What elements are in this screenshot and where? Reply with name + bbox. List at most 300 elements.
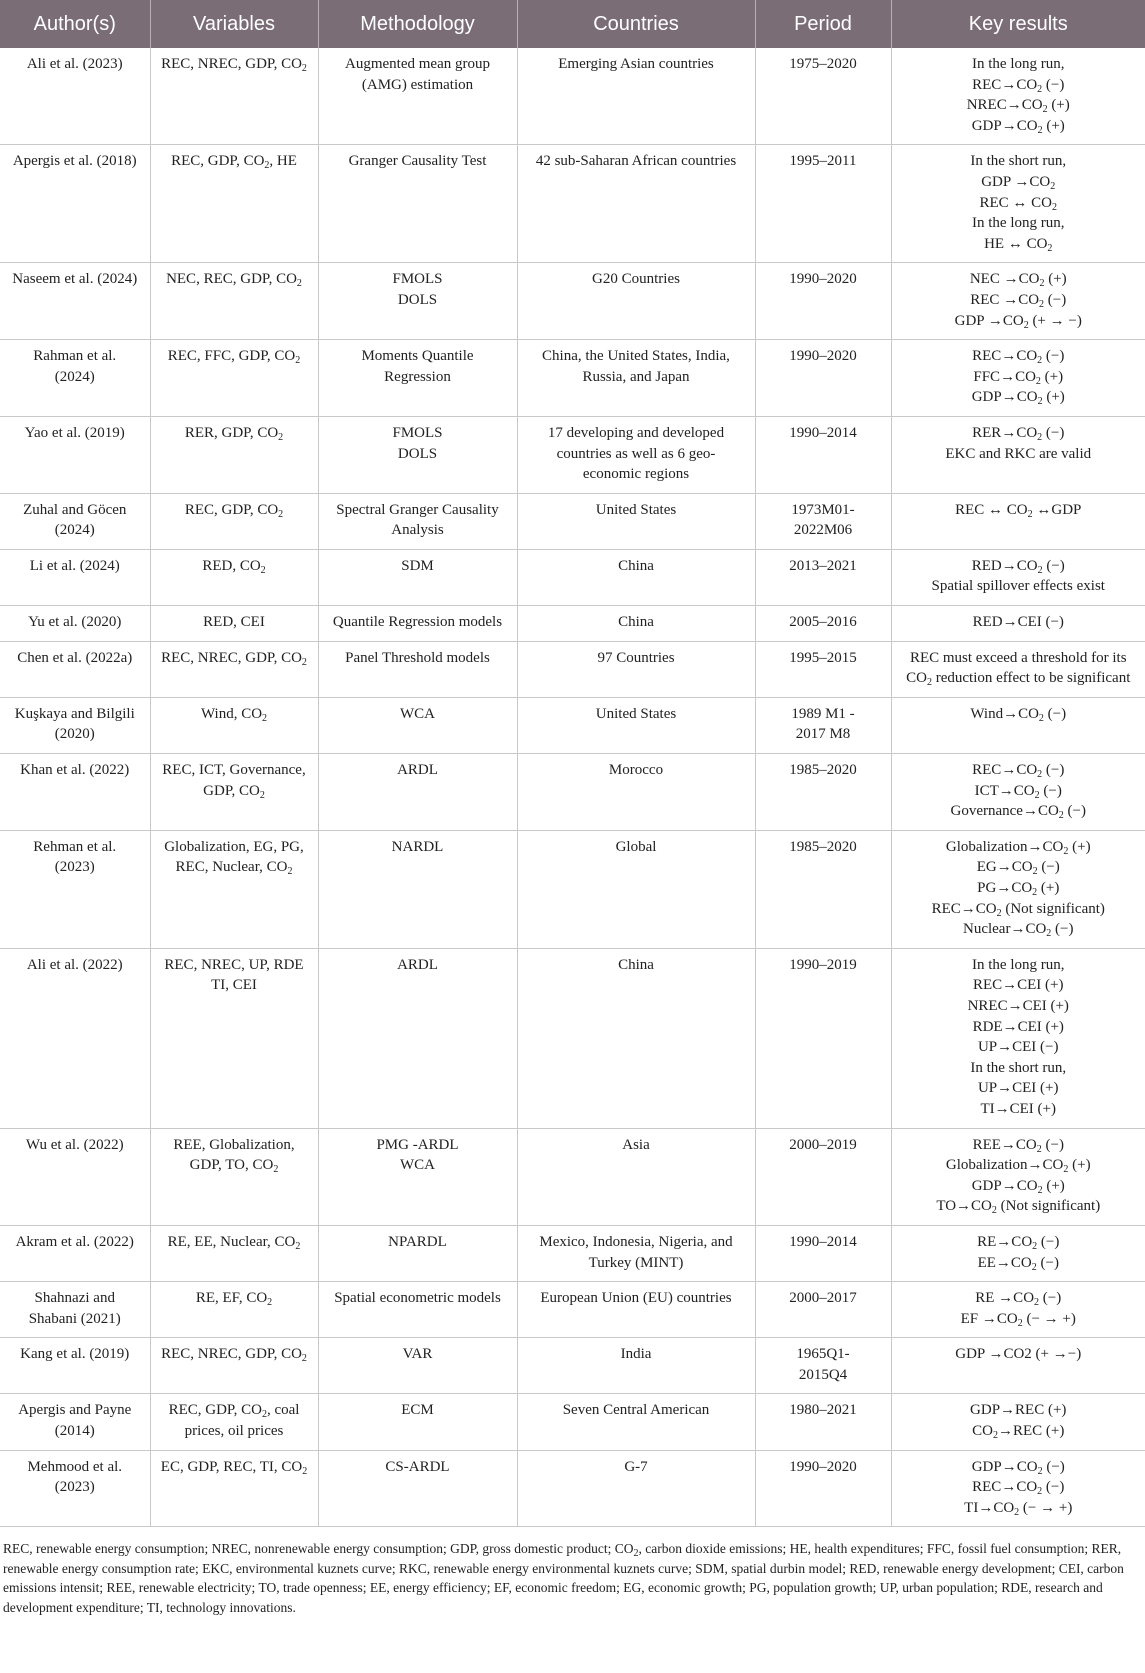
- cell-line: Kuşkaya and Bilgili: [14, 705, 135, 722]
- table-row: [0, 697, 1145, 753]
- variables-cell: [150, 641, 318, 697]
- cell-line: 1990–2020: [789, 271, 857, 288]
- cell-line: 1985–2020: [789, 838, 857, 855]
- methodology-cell: [318, 48, 517, 145]
- cell-line: REC, GDP, $CO_2$, HE: [171, 153, 297, 172]
- cell-line: TI, CEI: [211, 977, 257, 994]
- variables-cell: [150, 263, 318, 340]
- cell-line: In the long run,: [972, 56, 1065, 72]
- variables-cell: [150, 145, 318, 263]
- cell-line: $CO_2\to REC$ (+): [972, 1423, 1065, 1442]
- cell-line: 17 developing and developed: [547, 424, 725, 441]
- table-row: [0, 1282, 1145, 1338]
- cell-line: 2000–2017: [789, 1290, 857, 1307]
- cell-line: (2014): [54, 1423, 95, 1440]
- key-results-cell: [891, 145, 1145, 263]
- cell-line: RE, EF, $CO_2$: [195, 1290, 273, 1309]
- cell-line: 1973M01-: [791, 501, 855, 518]
- period-cell: [755, 606, 891, 642]
- cell-line: economic regions: [582, 466, 690, 483]
- cell-line: Shahnazi and: [34, 1290, 115, 1307]
- cell-line: 97 Countries: [597, 649, 675, 666]
- variables-cell: [150, 1394, 318, 1450]
- cell-line: Akram et al. (2022): [15, 1233, 134, 1250]
- author-cell: [0, 697, 150, 753]
- key-results-cell: [891, 948, 1145, 1128]
- author-cell: [0, 549, 150, 605]
- cell-line: China: [618, 557, 654, 574]
- methodology-cell: [318, 263, 517, 340]
- cell-line: REC, NREC, GDP, $CO_2$: [161, 649, 307, 668]
- methodology-cell: [318, 948, 517, 1128]
- cell-line: Regression: [384, 368, 451, 385]
- cell-line: $TO\to CO_2$ (Not significant): [936, 1198, 1101, 1217]
- cell-line: In the long run,: [972, 215, 1065, 232]
- cell-line: $NREC\to CO_2$ (+): [966, 97, 1070, 116]
- methodology-cell: [318, 1128, 517, 1225]
- author-cell: [0, 948, 150, 1128]
- countries-cell: [517, 1225, 755, 1281]
- table-header: [0, 0, 1145, 48]
- cell-line: RER, GDP, $CO_2$: [184, 424, 284, 443]
- key-results-cell: [891, 830, 1145, 948]
- cell-line: $GDP\to CO_2$ (+): [971, 389, 1065, 408]
- cell-line: GDP $\to CO_2$ (+ → −): [954, 312, 1082, 331]
- methodology-cell: [318, 1394, 517, 1450]
- author-cell: [0, 263, 150, 340]
- cell-line: $REC\to CO_2$ (−): [972, 76, 1065, 95]
- methodology-cell: [318, 1282, 517, 1338]
- cell-line: REC, NREC, UP, RDE: [164, 956, 304, 973]
- period-cell: [755, 697, 891, 753]
- table-row: [0, 1394, 1145, 1450]
- period-cell: [755, 493, 891, 549]
- table-row: [0, 48, 1145, 145]
- cell-line: RE $\to CO_2$ (−): [975, 1290, 1062, 1309]
- period-cell: [755, 754, 891, 831]
- cell-line: Russia, and Japan: [582, 368, 690, 385]
- countries-cell: [517, 641, 755, 697]
- table-body: [0, 48, 1145, 1527]
- header-row: [0, 0, 1145, 48]
- cell-line: RED→CEI (−): [972, 614, 1064, 631]
- author-cell: [0, 416, 150, 493]
- cell-line: United States: [595, 705, 677, 722]
- cell-line: In the long run,: [972, 956, 1065, 973]
- cell-line: Seven Central American: [562, 1402, 710, 1419]
- author-cell: [0, 340, 150, 417]
- key-results-cell: [891, 641, 1145, 697]
- cell-line: Rahman et al.: [33, 348, 117, 365]
- period-cell: [755, 263, 891, 340]
- cell-line: $REC\to CO_2$ (Not significant): [931, 900, 1105, 919]
- key-results-cell: [891, 48, 1145, 145]
- header-methodology: Methodology: [318, 0, 517, 48]
- author-cell: [0, 1225, 150, 1281]
- methodology-cell: [318, 641, 517, 697]
- table-row: [0, 1338, 1145, 1394]
- cell-line: DOLS: [397, 291, 438, 308]
- cell-line: $EG\to CO_2$ (−): [976, 859, 1060, 878]
- cell-line: $GDP\to CO_2$ (−): [971, 1458, 1065, 1477]
- methodology-cell: [318, 1338, 517, 1394]
- cell-line: $CO_2$ reduction effect to be significant: [906, 670, 1131, 689]
- cell-line: RED, CEI: [203, 614, 265, 631]
- cell-line: REC, Nuclear, $CO_2$: [175, 859, 293, 878]
- cell-line: (2023): [54, 859, 95, 876]
- cell-line: India: [620, 1346, 652, 1363]
- variables-cell: [150, 549, 318, 605]
- countries-cell: [517, 948, 755, 1128]
- author-cell: [0, 1394, 150, 1450]
- cell-line: Shabani (2021): [28, 1310, 121, 1327]
- period-cell: [755, 1282, 891, 1338]
- cell-line: RDE→CEI (+): [972, 1018, 1064, 1035]
- countries-cell: [517, 754, 755, 831]
- cell-line: 2005–2016: [789, 614, 857, 631]
- cell-line: $GDP\to CO_2$ (+): [971, 1177, 1065, 1196]
- cell-line: REC $\to CO_2$ (−): [970, 291, 1067, 310]
- period-cell: [755, 1338, 891, 1394]
- cell-line: GDP, TO, $CO_2$: [189, 1157, 279, 1176]
- variables-cell: [150, 1450, 318, 1527]
- header-authors: Author(s): [0, 0, 150, 48]
- cell-line: WCA: [400, 705, 435, 722]
- table-row: [0, 754, 1145, 831]
- methodology-cell: [318, 830, 517, 948]
- cell-line: (2023): [54, 1479, 95, 1496]
- period-cell: [755, 1450, 891, 1527]
- cell-line: REC must exceed a threshold for its: [909, 649, 1127, 666]
- cell-line: $TI\to CO_2$ (− → +): [964, 1499, 1073, 1518]
- countries-cell: [517, 830, 755, 948]
- cell-line: NEC, REC, GDP, $CO_2$: [166, 271, 302, 290]
- key-results-cell: [891, 1394, 1145, 1450]
- cell-line: REC, GDP, $CO_2$, coal: [168, 1402, 300, 1421]
- countries-cell: [517, 340, 755, 417]
- cell-line: G20 Countries: [592, 271, 680, 288]
- variables-cell: [150, 948, 318, 1128]
- table-row: [0, 1128, 1145, 1225]
- cell-line: 1995–2015: [789, 649, 857, 666]
- cell-line: G-7: [624, 1458, 648, 1475]
- cell-line: $FFC\to CO_2$ (+): [973, 368, 1064, 387]
- period-cell: [755, 1128, 891, 1225]
- cell-line: Morocco: [608, 762, 664, 779]
- cell-line: (2024): [54, 368, 95, 385]
- countries-cell: [517, 1450, 755, 1527]
- cell-line: (AMG) estimation: [361, 76, 474, 93]
- table-row: [0, 641, 1145, 697]
- cell-line: RE, EE, Nuclear, $CO_2$: [167, 1233, 301, 1252]
- key-results-cell: [891, 340, 1145, 417]
- variables-cell: [150, 493, 318, 549]
- cell-line: GDP →CO2 (+ →−): [955, 1346, 1082, 1363]
- cell-line: Zuhal and Göcen: [23, 501, 127, 518]
- cell-line: 2015Q4: [798, 1366, 848, 1383]
- cell-line: Asia: [622, 1136, 650, 1153]
- header-key-results: Key results: [891, 0, 1145, 48]
- cell-line: REC, ICT, Governance,: [162, 762, 306, 779]
- cell-line: 1975–2020: [789, 56, 857, 72]
- variables-cell: [150, 830, 318, 948]
- methodology-cell: [318, 754, 517, 831]
- cell-line: $REC\to CO_2$ (−): [972, 1479, 1065, 1498]
- methodology-cell: [318, 145, 517, 263]
- cell-line: HE ↔ $CO_2$: [984, 235, 1053, 254]
- cell-line: Chen et al. (2022a): [17, 649, 133, 666]
- period-cell: [755, 1225, 891, 1281]
- cell-line: 1995–2011: [789, 153, 857, 170]
- cell-line: (2024): [54, 522, 95, 539]
- cell-line: REC ↔ $CO_2$: [979, 194, 1057, 213]
- cell-line: FMOLS: [392, 424, 443, 441]
- author-cell: [0, 1128, 150, 1225]
- cell-line: NPARDL: [388, 1233, 447, 1250]
- table-row: [0, 340, 1145, 417]
- cell-line: DOLS: [397, 445, 438, 462]
- cell-line: REE, Globalization,: [173, 1136, 295, 1153]
- cell-line: ARDL: [397, 956, 438, 973]
- cell-line: REC, FFC, GDP, $CO_2$: [167, 348, 301, 367]
- cell-line: 1990–2014: [789, 1233, 857, 1250]
- cell-line: countries as well as 6 geo-: [556, 445, 716, 462]
- variables-cell: [150, 1338, 318, 1394]
- cell-line: UP→CEI (−): [977, 1039, 1059, 1056]
- cell-line: China: [618, 956, 654, 973]
- cell-line: VAR: [402, 1346, 433, 1363]
- cell-line: REC, NREC, GDP, $CO_2$: [161, 56, 307, 74]
- author-cell: [0, 830, 150, 948]
- methodology-cell: [318, 1450, 517, 1527]
- variables-cell: [150, 1282, 318, 1338]
- cell-line: Globalization, EG, PG,: [164, 838, 304, 855]
- key-results-cell: [891, 754, 1145, 831]
- cell-line: Yao et al. (2019): [24, 424, 125, 441]
- author-cell: [0, 606, 150, 642]
- cell-line: (2020): [54, 726, 95, 743]
- cell-line: Mehmood et al.: [27, 1458, 123, 1475]
- methodology-cell: [318, 493, 517, 549]
- cell-line: 1989 M1 -: [791, 705, 855, 722]
- cell-line: REC, GDP, $CO_2$: [184, 501, 284, 520]
- cell-line: Li et al. (2024): [29, 557, 120, 574]
- countries-cell: [517, 493, 755, 549]
- cell-line: Ali et al. (2023): [26, 56, 123, 72]
- table-footnote: REC, renewable energy consumption; NREC, nonrenewable energy consumption; GDP, gross domestic product; $CO_2$, carbon dioxide emissions; HE, health expenditures; FFC, fossil fuel consumption; RER, renewable energy consumption rate; EKC, environmental kuznets curve; RKC, renewable energy environmental kuznets curve; SDM, spatial durbin model; RED, renewable energy development; CEI, carbon emissions intensit; REE, renewable electricity; TO, trade openness; EE, energy efficiency; EF, economic freedom; EG, economic growth; PG, population growth; UP, urban population; RDE, research and development expenditure; TI, technology innovations.: [3, 1541, 1124, 1615]
- cell-line: REC ↔ $CO_2$ ↔GDP: [955, 501, 1082, 520]
- cell-line: $REC\to CO_2$ (−): [972, 348, 1065, 367]
- variables-cell: [150, 697, 318, 753]
- cell-line: $ICT\to CO_2$ (−): [974, 782, 1062, 801]
- key-results-cell: [891, 549, 1145, 605]
- cell-line: China, the United States, India,: [542, 348, 730, 365]
- key-results-cell: [891, 1338, 1145, 1394]
- header-variables: Variables: [150, 0, 318, 48]
- cell-line: $RER\to CO_2$ (−): [972, 424, 1065, 443]
- cell-line: NEC $\to CO_2$ (+): [969, 271, 1067, 290]
- header-countries: Countries: [517, 0, 755, 48]
- methodology-cell: [318, 606, 517, 642]
- countries-cell: [517, 1394, 755, 1450]
- countries-cell: [517, 606, 755, 642]
- cell-line: Naseem et al. (2024): [12, 271, 138, 288]
- cell-line: 1980–2021: [789, 1402, 857, 1419]
- key-results-cell: [891, 1282, 1145, 1338]
- cell-line: GDP $\to CO_2$: [981, 173, 1056, 192]
- author-cell: [0, 1450, 150, 1527]
- cell-line: In the short run,: [970, 1059, 1067, 1076]
- countries-cell: [517, 1282, 755, 1338]
- key-results-cell: [891, 606, 1145, 642]
- cell-line: 1990–2020: [789, 1458, 857, 1475]
- cell-line: $Governance\to CO_2$ (−): [950, 803, 1086, 822]
- author-cell: [0, 493, 150, 549]
- countries-cell: [517, 1128, 755, 1225]
- cell-line: 1965Q1-: [796, 1346, 850, 1363]
- period-cell: [755, 145, 891, 263]
- table-row: [0, 948, 1145, 1128]
- countries-cell: [517, 1338, 755, 1394]
- cell-line: 1990–2014: [789, 424, 857, 441]
- cell-line: 42 sub-Saharan African countries: [535, 153, 737, 170]
- cell-line: CS-ARDL: [385, 1458, 450, 1475]
- period-cell: [755, 948, 891, 1128]
- cell-line: FMOLS: [392, 271, 443, 288]
- cell-line: 2017 M8: [795, 726, 851, 743]
- key-results-cell: [891, 1128, 1145, 1225]
- methodology-cell: [318, 340, 517, 417]
- author-cell: [0, 641, 150, 697]
- cell-line: Wu et al. (2022): [25, 1136, 124, 1153]
- variables-cell: [150, 754, 318, 831]
- cell-line: In the short run,: [970, 153, 1067, 170]
- cell-line: $EE\to CO_2$ (−): [977, 1254, 1059, 1273]
- cell-line: NARDL: [391, 838, 444, 855]
- table-row: [0, 549, 1145, 605]
- period-cell: [755, 641, 891, 697]
- variables-cell: [150, 416, 318, 493]
- table-row: [0, 606, 1145, 642]
- author-cell: [0, 145, 150, 263]
- cell-line: 2013–2021: [789, 557, 857, 574]
- cell-line: China: [618, 614, 654, 631]
- table-row: [0, 1225, 1145, 1281]
- key-results-cell: [891, 1450, 1145, 1527]
- table-row: [0, 493, 1145, 549]
- cell-line: UP→CEI (+): [977, 1080, 1059, 1097]
- variables-cell: [150, 48, 318, 145]
- cell-line: $REE\to CO_2$ (−): [972, 1136, 1064, 1155]
- cell-line: Turkey (MINT): [588, 1254, 684, 1271]
- header-period: Period: [755, 0, 891, 48]
- cell-line: WCA: [400, 1157, 435, 1174]
- key-results-cell: [891, 493, 1145, 549]
- methodology-cell: [318, 1225, 517, 1281]
- cell-line: Granger Causality Test: [348, 153, 487, 170]
- key-results-cell: [891, 697, 1145, 753]
- author-cell: [0, 48, 150, 145]
- cell-line: Augmented mean group: [345, 56, 490, 72]
- cell-line: EC, GDP, REC, TI, $CO_2$: [160, 1458, 308, 1477]
- period-cell: [755, 340, 891, 417]
- cell-line: Spectral Granger Causality: [336, 501, 499, 518]
- cell-line: Spatial econometric models: [334, 1290, 501, 1307]
- table-row: [0, 263, 1145, 340]
- cell-line: 2022M06: [793, 522, 853, 539]
- variables-cell: [150, 1128, 318, 1225]
- cell-line: EF $\to CO_2$ (− → +): [960, 1310, 1076, 1329]
- methodology-cell: [318, 697, 517, 753]
- cell-line: Emerging Asian countries: [558, 56, 714, 72]
- countries-cell: [517, 416, 755, 493]
- cell-line: PMG -ARDL: [376, 1136, 459, 1153]
- countries-cell: [517, 549, 755, 605]
- cell-line: Wind, $CO_2$: [200, 705, 268, 724]
- table-row: [0, 1450, 1145, 1527]
- cell-line: 1985–2020: [789, 762, 857, 779]
- variables-cell: [150, 340, 318, 417]
- cell-line: $Nuclear\to CO_2$ (−): [962, 921, 1074, 940]
- cell-line: Kang et al. (2019): [20, 1346, 130, 1363]
- cell-line: Apergis et al. (2018): [12, 153, 137, 170]
- period-cell: [755, 416, 891, 493]
- cell-line: ARDL: [397, 762, 438, 779]
- period-cell: [755, 48, 891, 145]
- cell-line: Rehman et al.: [33, 838, 117, 855]
- key-results-cell: [891, 1225, 1145, 1281]
- variables-cell: [150, 606, 318, 642]
- table-row: [0, 830, 1145, 948]
- countries-cell: [517, 145, 755, 263]
- cell-line: $Globalization\to CO_2$ (+): [945, 838, 1091, 857]
- cell-line: EKC and RKC are valid: [945, 445, 1092, 462]
- period-cell: [755, 549, 891, 605]
- methodology-cell: [318, 416, 517, 493]
- cell-line: REC→CEI (+): [972, 977, 1064, 994]
- cell-line: Khan et al. (2022): [20, 762, 130, 779]
- cell-line: $REC\to CO_2$ (−): [972, 762, 1065, 781]
- countries-cell: [517, 263, 755, 340]
- countries-cell: [517, 697, 755, 753]
- cell-line: REC, NREC, GDP, $CO_2$: [161, 1346, 307, 1365]
- cell-line: SDM: [401, 557, 434, 574]
- cell-line: $Wind\to CO_2$ (−): [970, 705, 1067, 724]
- table-row: [0, 416, 1145, 493]
- cell-line: 1990–2020: [789, 348, 857, 365]
- cell-line: GDP, $CO_2$: [203, 782, 265, 801]
- cell-line: Analysis: [391, 522, 444, 539]
- cell-line: RED, $CO_2$: [202, 557, 266, 576]
- cell-line: $RED\to CO_2$ (−): [971, 557, 1065, 576]
- cell-line: $PG\to CO_2$ (+): [977, 880, 1060, 898]
- cell-line: Mexico, Indonesia, Nigeria, and: [539, 1233, 733, 1250]
- period-cell: [755, 1394, 891, 1450]
- cell-line: Quantile Regression models: [332, 614, 503, 631]
- cell-line: 2000–2019: [789, 1136, 857, 1153]
- key-results-cell: [891, 416, 1145, 493]
- cell-line: $RE\to CO_2$ (−): [977, 1233, 1060, 1252]
- table-row: [0, 145, 1145, 263]
- cell-line: 1990–2019: [789, 956, 857, 973]
- cell-line: Yu et al. (2020): [28, 614, 122, 631]
- cell-line: Spatial spillover effects exist: [931, 578, 1105, 595]
- cell-line: TI→CEI (+): [980, 1100, 1057, 1117]
- countries-cell: [517, 48, 755, 145]
- methodology-cell: [318, 549, 517, 605]
- author-cell: [0, 1282, 150, 1338]
- period-cell: [755, 830, 891, 948]
